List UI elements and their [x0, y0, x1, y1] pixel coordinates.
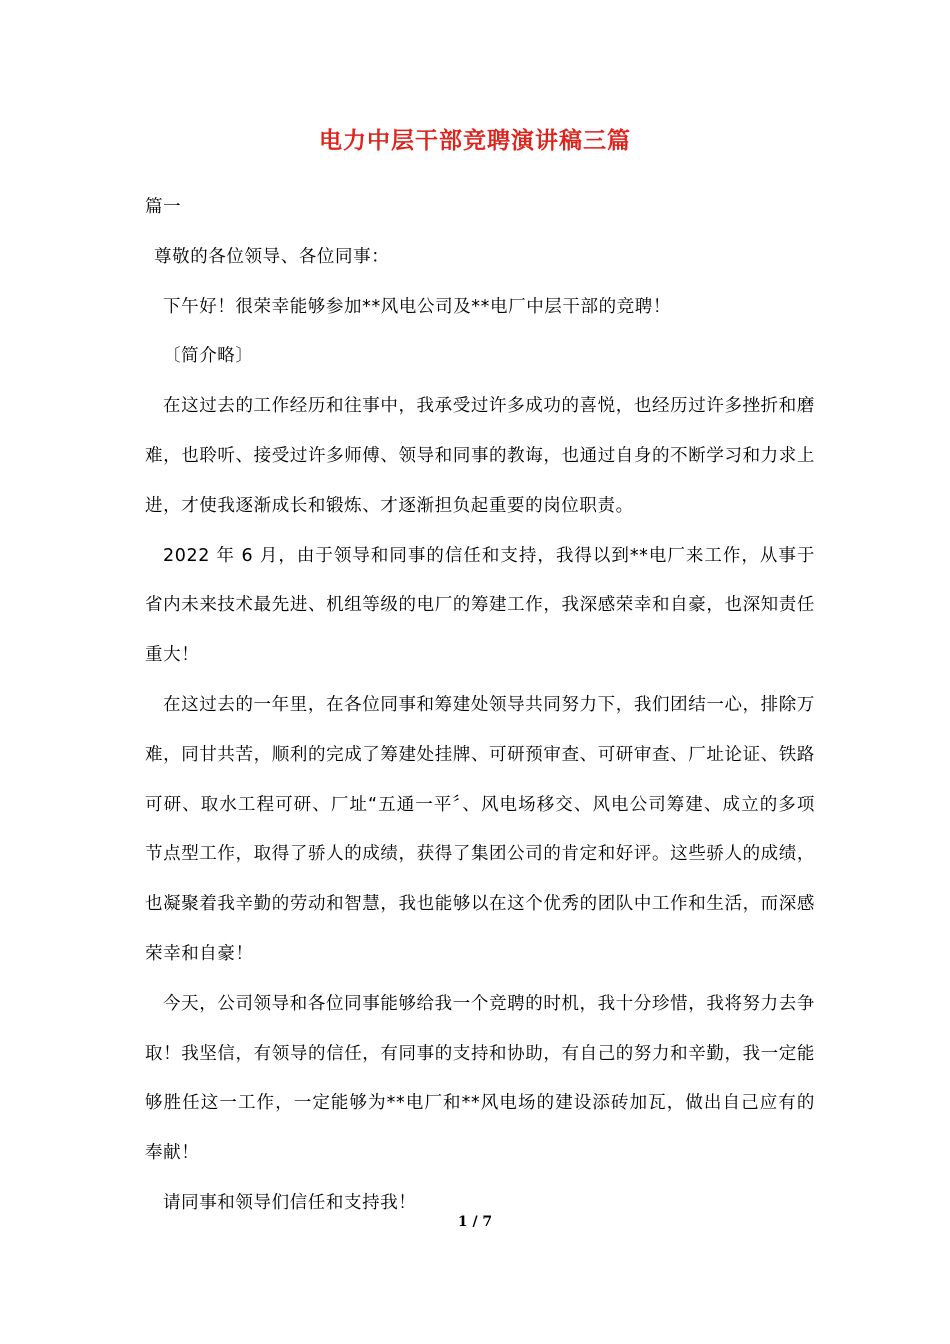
- paragraph: 2022 年 6 月，由于领导和同事的信任和支持，我得以到**电厂来工作，从事于省内未来技术最先进、机组等级的电厂的筹建工作，我深感荣幸和自豪，也深知责任重大！: [145, 545, 815, 666]
- salutation: 尊敬的各位领导、各位同事：: [154, 246, 390, 267]
- section-heading: 篇一: [145, 197, 182, 217]
- paragraph: 在这过去的一年里，在各位同事和筹建处领导共同努力下，我们团结一心，排除万难，同甘共苦，顺利的完成了筹建处挂牌、可研预审查、可研审查、厂址论证、铁路可研、取水工程可研、厂址“五通一平〞、风电场移交、风电公司筹建、成立的多项节点型工作，取得了骄人的成绩，获得了集团公司的肯定和好评。这些骄人的成绩，也凝聚着我辛勤的劳动和智慧，我也能够以在这个优秀的团队中工作和生活，而深感荣幸和自豪！: [145, 694, 815, 964]
- document-body: [145, 183, 815, 1229]
- paragraph: 今天，公司领导和各位同事能够给我一个竞聘的时机，我十分珍惜，我将努力去争取！我坚信，有领导的信任，有同事的支持和协助，有自己的努力和辛勤，我一定能够胜任这一工作，一定能够为**电厂和**风电场的建设添砖加瓦，做出自己应有的奉献！: [145, 993, 815, 1164]
- paragraph: 请同事和领导们信任和支持我！: [163, 1192, 417, 1213]
- document-title: 电力中层干部竞聘演讲稿三篇: [319, 127, 631, 154]
- paragraph: 〔简介略〕: [163, 346, 254, 367]
- paragraph: 在这过去的工作经历和往事中，我承受过许多成功的喜悦，也经历过许多挫折和磨难，也聆听、接受过许多师傅、领导和同事的教诲，也通过自身的不断学习和力求上进，才使我逐渐成长和锻炼、才逐渐担负起重要的岗位职责。: [145, 396, 815, 516]
- paragraph: 下午好！很荣幸能够参加**风电公司及**电厂中层干部的竞聘！: [163, 296, 671, 317]
- page-indicator: 1 / 7: [457, 1214, 493, 1230]
